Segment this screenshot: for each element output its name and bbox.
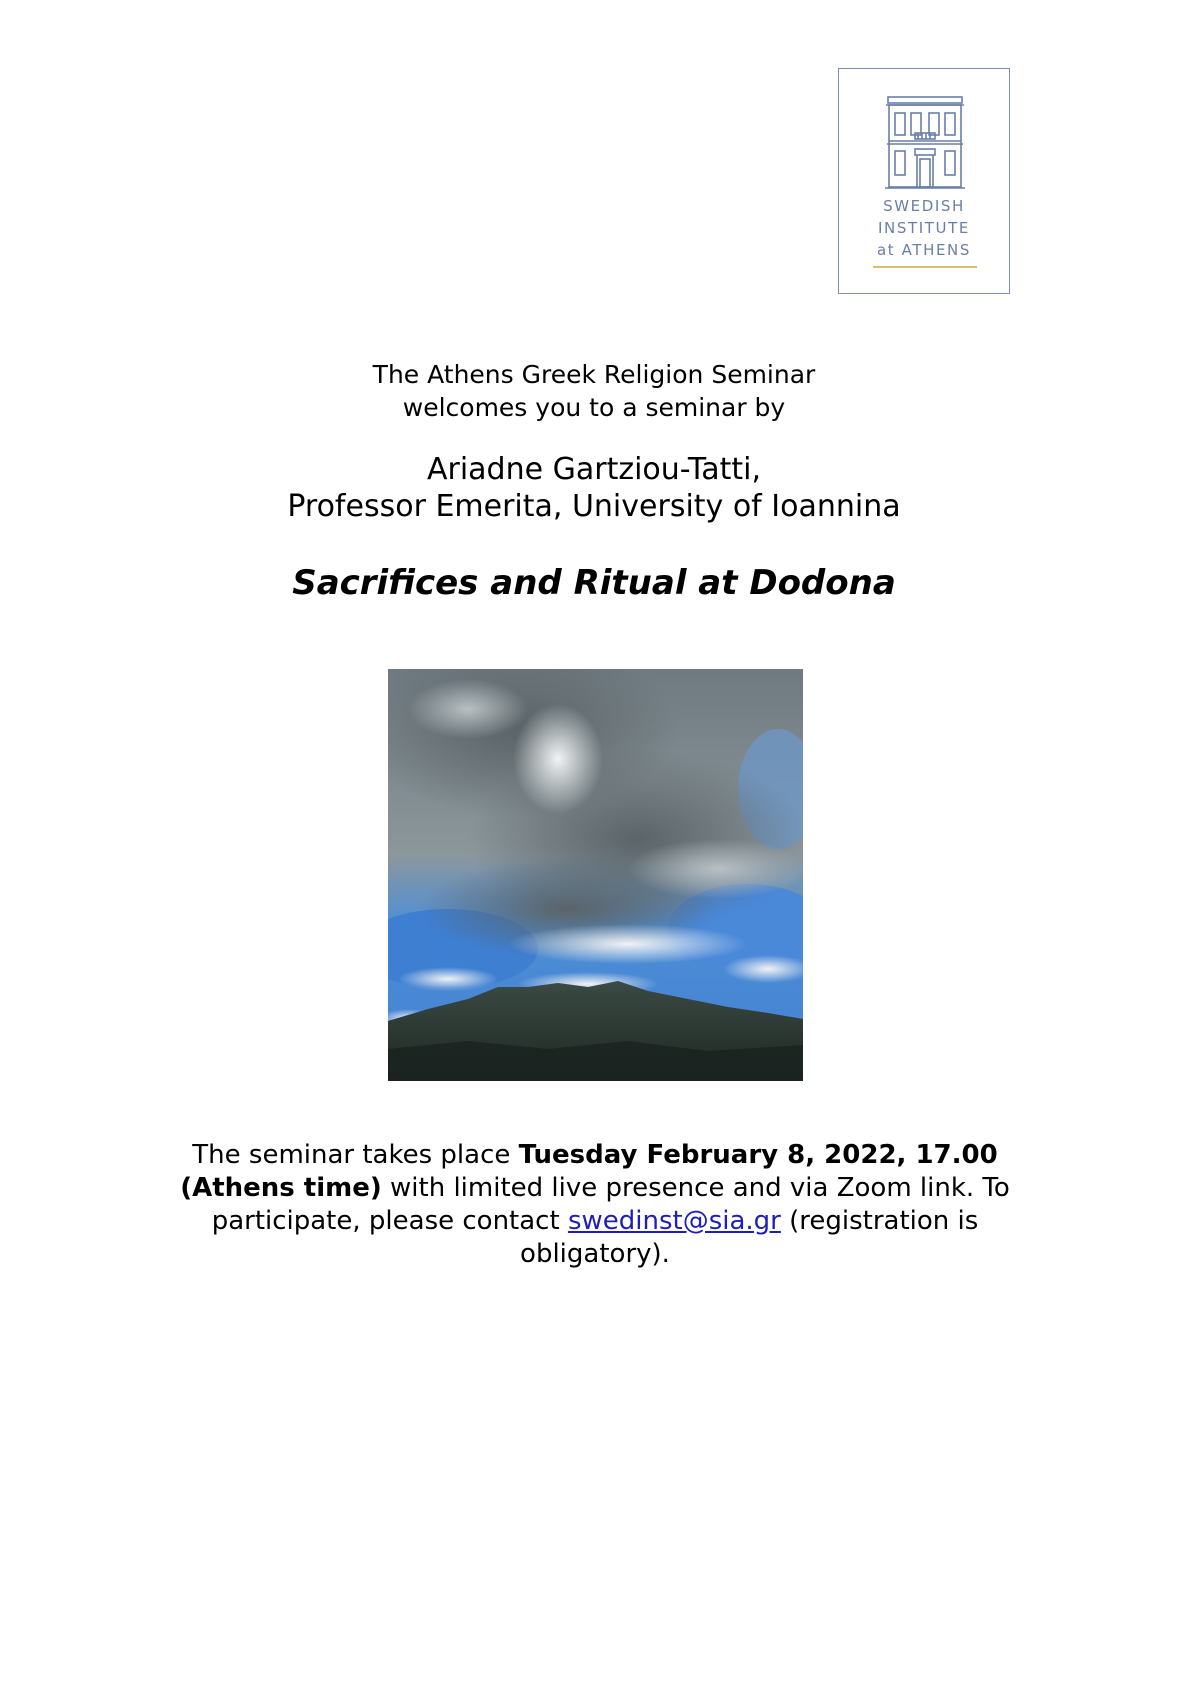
speaker-affiliation: Professor Emerita, University of Ioannina: [287, 489, 901, 524]
logo-line-1: SWEDISH: [883, 197, 965, 215]
seminar-series-name: The Athens Greek Religion Seminar: [372, 360, 816, 389]
contact-email-link[interactable]: swedinst@sia.gr: [567, 1206, 781, 1236]
details-text-3: (registration is obligatory).: [520, 1206, 979, 1269]
logo-wordmark: [839, 195, 1009, 261]
logo-line-2: INSTITUTE: [878, 219, 970, 237]
cloudy-sky-over-mountain-photo: [388, 669, 803, 1081]
speaker-name: Ariadne Gartziou-Tatti,: [426, 452, 761, 487]
details-text-2: with limited live presence and via Zoom link. To participate, please contact: [211, 1173, 1010, 1236]
speaker-block: [0, 451, 1188, 525]
institute-logo: [838, 68, 1010, 294]
details-text-1: The seminar takes place: [192, 1140, 519, 1170]
seminar-intro: [0, 358, 1188, 424]
event-details: [180, 1139, 1010, 1271]
event-date-time: Tuesday February 8, 2022, 17.00 (Athens time): [180, 1140, 998, 1203]
landscape-photo-art: [388, 669, 803, 1081]
talk-title: Sacrifices and Ritual at Dodona: [292, 563, 896, 603]
welcome-line: welcomes you to a seminar by: [402, 393, 786, 422]
logo-accent-rule: [873, 266, 977, 268]
logo-line-3: at ATHENS: [877, 241, 971, 259]
swedish-institute-building-icon: [885, 95, 965, 191]
